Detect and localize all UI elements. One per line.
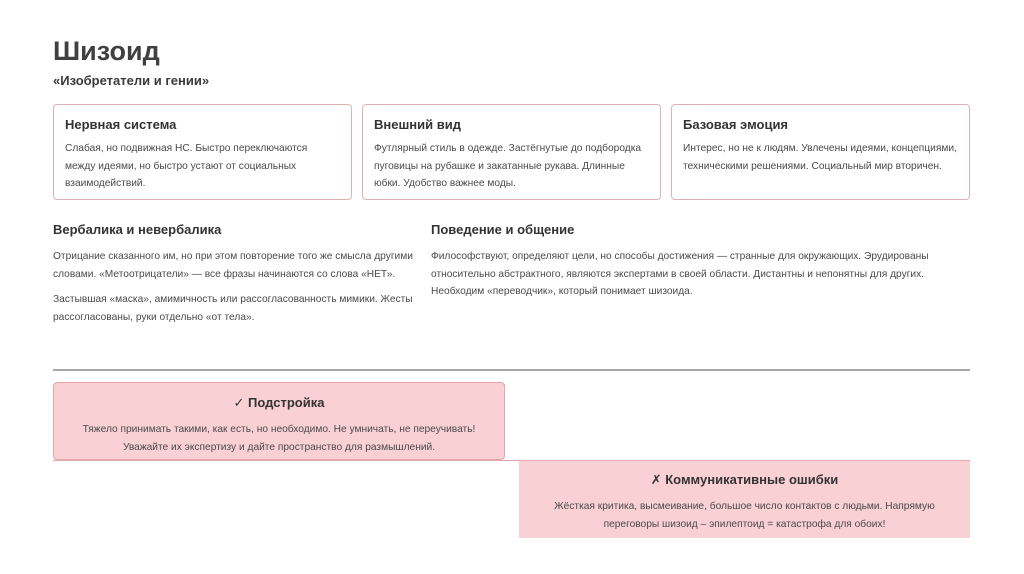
errors-box: [519, 461, 970, 538]
page-title: Шизоид: [53, 36, 160, 66]
card-title: Внешний вид: [374, 117, 461, 132]
adjustment-title: ✓ Подстройка: [233, 395, 325, 410]
section-title: Вербалика и невербалика: [53, 222, 222, 237]
card-text: Слабая, но подвижная НС. Быстро переключаются между идеями, но быстро устают от социальных взаимодействий.: [65, 143, 308, 189]
adjustment-text: Тяжело принимать такими, как есть, но необходимо. Не умничать, не переучивать! Уважайте их экспертизу и дайте пространство для размышлений.: [82, 424, 476, 453]
card-text: Интерес, но не к людям. Увлечены идеями, концепциями, техническими решениями. Социальный мир вторичен.: [683, 143, 957, 172]
card-appearance: [362, 104, 661, 200]
card-base-emotion: [671, 104, 970, 200]
page-subtitle: «Изобретатели и гении»: [53, 73, 210, 88]
errors-title: ✗ Коммуникативные ошибки: [650, 472, 839, 487]
adjustment-box: [53, 382, 505, 460]
card-text: Футлярный стиль в одежде. Застёгнутые до подбородка пуговицы на рубашке и закатанные рукава. Длинные юбки. Удобство важнее моды.: [374, 143, 642, 189]
errors-text: Жёсткая критика, высмеивание, большое число контактов с людьми. Напрямую переговоры шизоид – эпилептоид = катастрофа для обоих!: [554, 501, 935, 530]
section-paragraph: Философствуют, определяют цели, но способы достижения — странные для окружающих. Эрудированы относительно абстрактного, являются экспертами в своей области. Дистантны и непонятны для других. Необходим «переводчик», который понимает шизоида.: [431, 251, 929, 297]
section-title: Поведение и общение: [431, 222, 575, 237]
card-nervous-system: [53, 104, 352, 200]
section-verbal: [53, 222, 413, 334]
section-paragraph: Отрицание сказанного им, но при этом повторение того же смысла другими словами. «Метоотрицатели» — все фразы начинаются со слова «НЕТ».: [53, 251, 413, 280]
card-title: Нервная система: [65, 117, 177, 132]
section-behavior: [431, 222, 971, 309]
card-title: Базовая эмоция: [683, 117, 789, 132]
divider: [53, 369, 970, 371]
section-paragraph: Застывшая «маска», амимичность или рассогласованность мимики. Жесты рассогласованы, руки отдельно «от тела».: [53, 294, 413, 323]
